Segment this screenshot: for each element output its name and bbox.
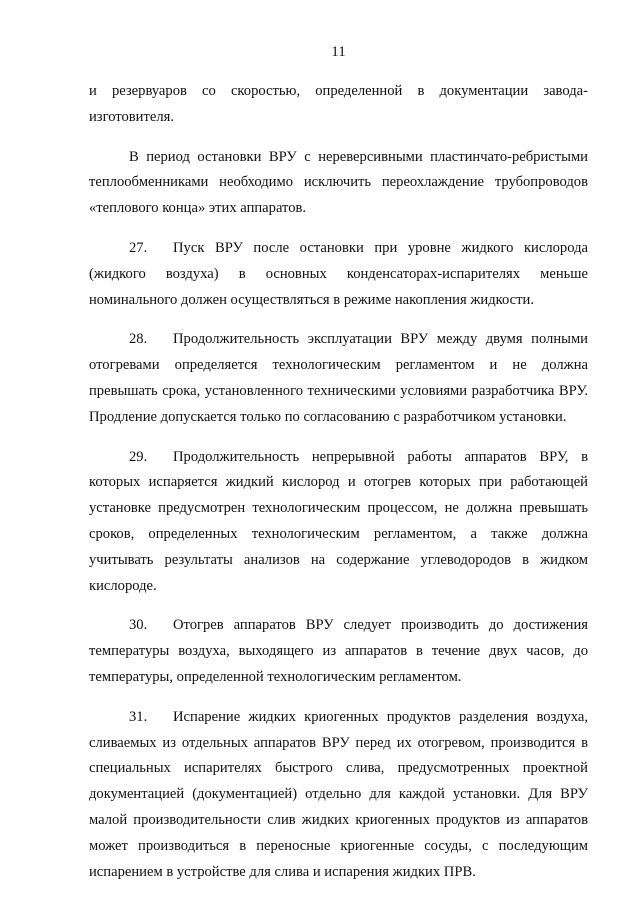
paragraph-continuation: и резервуаров со скоростью, определенной в документации завода-изготовителя. <box>89 83 588 125</box>
paragraph-text: Отогрев аппаратов ВРУ следует производить до достижения температуры воздуха, выходящего из аппаратов в течение двух часов, до температуры, определенной технологическим регламентом. <box>89 617 588 685</box>
paragraph-29 <box>89 445 588 600</box>
paragraph-text: Пуск ВРУ после остановки при уровне жидкого кислорода (жидкого воздуха) в основных конденсаторах-испарителях меньше номинального должен осуществляться в режиме накопления жидкости. <box>89 239 588 308</box>
paragraph-text: Продолжительность эксплуатации ВРУ между двумя полными отогревами определяется технологическим регламентом и не должна превышать срока, установленного техническими условиями разработчика ВРУ. Продление допускается только по согласованию с разработчиком установки. <box>89 331 588 425</box>
paragraph-number: 30. <box>129 617 148 634</box>
paragraph-27 <box>89 236 588 313</box>
paragraph-28 <box>89 327 588 430</box>
paragraph-number: 27. <box>129 239 148 256</box>
paragraph-31 <box>89 705 588 886</box>
paragraph-shutdown: В период остановки ВРУ с нереверсивными пластинчато-ребристыми теплообменниками необходимо исключить переохлаждение трубопроводов «теплового конца» этих аппаратов. <box>89 148 588 217</box>
page-number: 11 <box>331 44 346 60</box>
paragraph-text: Продолжительность непрерывной работы аппаратов ВРУ, в которых испаряется жидкий кислород и отогрев которых при работающей установке предусмотрен технологическим процессом, не должна превышать сроков, определенных технологическим регламентом, а также должна учитывать результаты анализов на содержание углеводородов в жидком кислороде. <box>89 448 588 594</box>
paragraph-30 <box>89 613 588 690</box>
paragraph-number: 28. <box>129 331 148 348</box>
paragraph-text: Испарение жидких криогенных продуктов разделения воздуха, сливаемых из отдельных аппаратов ВРУ перед их отогревом, производится в специальных испарителях быстрого слива, предусмотренных проектной документацией (документацией) отдельно для каждой установки. Для ВРУ малой производительности слив жидких криогенных продуктов из аппаратов может производиться в переносные криогенные сосуды, с последующим испарением в устройстве для слива и испарения жидких ПРВ. <box>89 708 588 880</box>
paragraph-number: 29. <box>129 448 148 465</box>
paragraph-number: 31. <box>129 708 148 725</box>
